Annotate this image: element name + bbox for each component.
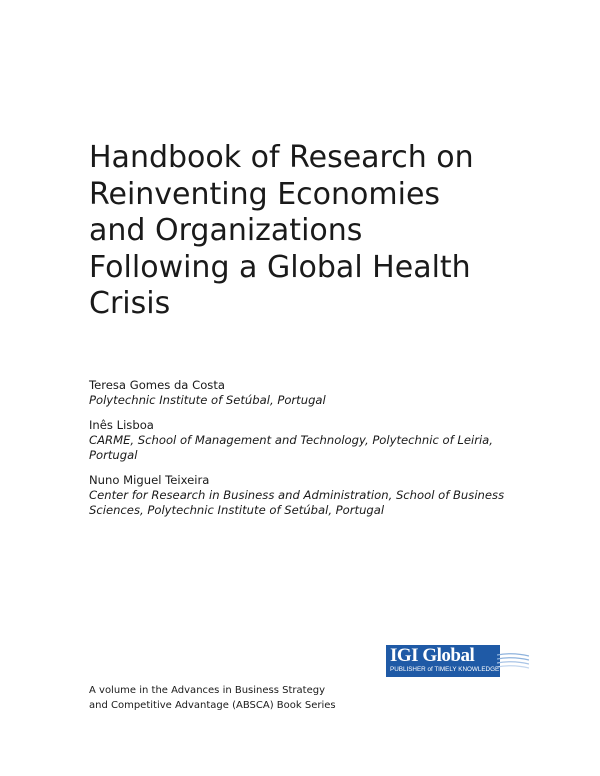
book-series-line: A volume in the Advances in Business Strategy: [89, 685, 325, 696]
editor-affiliation-line: Polytechnic Institute of Setúbal, Portugal: [89, 393, 326, 407]
book-title-line: Following a Global Health: [89, 249, 471, 285]
editor-affiliation-line: Center for Research in Business and Administration, School of Business: [89, 488, 505, 502]
logo-swoosh-icon: [497, 651, 529, 671]
editor-affiliation-line: Portugal: [89, 448, 138, 462]
book-title: [89, 140, 559, 323]
editor-affiliation-line: CARME, School of Management and Technology, Polytechnic of Leiria,: [89, 433, 493, 447]
publisher-logo-box: [386, 645, 500, 677]
publisher-logo-text: IGI Global: [390, 645, 475, 666]
editor-entry: [89, 418, 529, 463]
editor-name: Nuno Miguel Teixeira: [89, 473, 210, 487]
editor-affiliation: [89, 433, 529, 463]
book-title-line: Handbook of Research on: [89, 140, 474, 175]
editors-list: [89, 378, 529, 528]
editor-entry: [89, 473, 529, 518]
book-title-line: Reinventing Economies: [89, 176, 441, 212]
editor-affiliation: [89, 488, 529, 518]
book-title-line: Crisis: [89, 286, 171, 321]
book-title-line: and Organizations: [89, 213, 363, 248]
publisher-tagline: PUBLISHER of TIMELY KNOWLEDGE: [390, 666, 500, 673]
editor-name: Teresa Gomes da Costa: [89, 378, 225, 392]
editor-affiliation-line: Sciences, Polytechnic Institute of Setúbal, Portugal: [89, 503, 385, 517]
book-series-note: [89, 683, 389, 713]
editor-name: Inês Lisboa: [89, 418, 154, 432]
book-series-line: and Competitive Advantage (ABSCA) Book Series: [89, 700, 336, 711]
editor-affiliation: [89, 393, 529, 408]
editor-entry: [89, 378, 529, 408]
publisher-logo: [386, 645, 531, 677]
